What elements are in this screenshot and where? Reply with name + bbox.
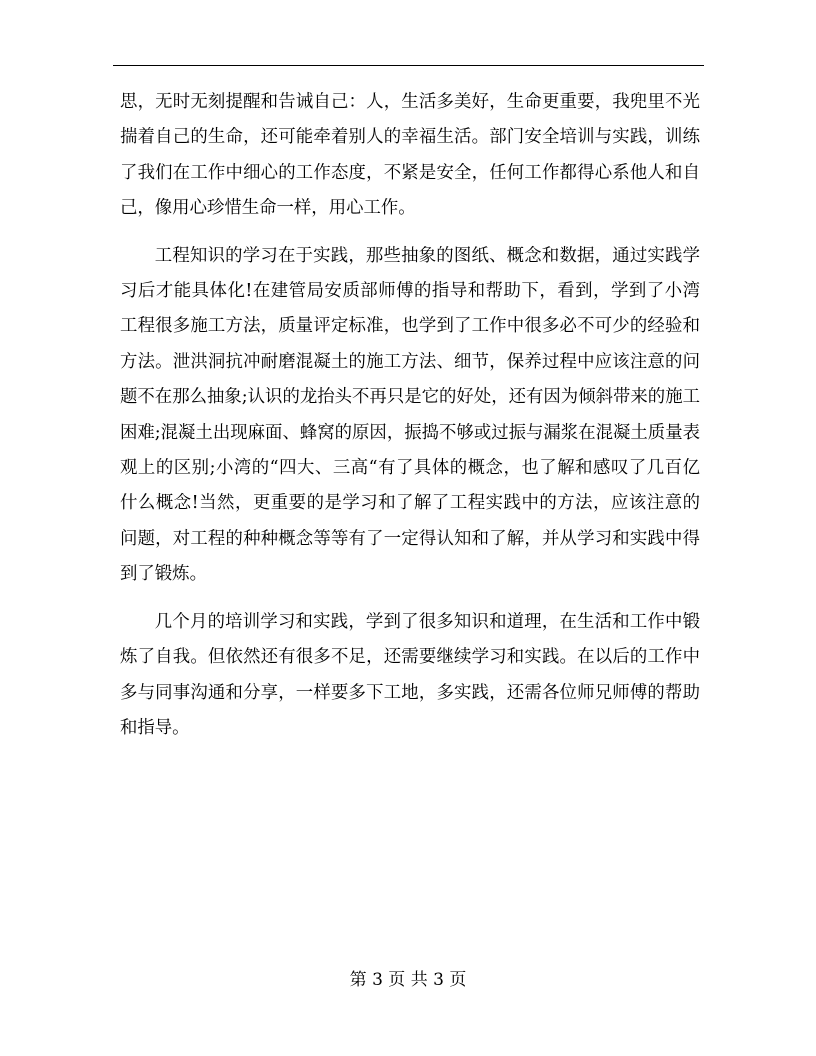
paragraph-continuation: 思，无时无刻提醒和告诫自己：人，生活多美好，生命更重要，我兜里不光揣着自己的生命，还可能牵着别人的幸福生活。部门安全培训与实践，训练了我们在工作中细心的工作态度，不紧是安全，任何工作都得心系他人和自己，像用心珍惜生命一样，用心工作。 xyxy=(120,92,700,219)
document-body xyxy=(120,85,700,746)
paragraph-engineering-practice: 工程知识的学习在于实践，那些抽象的图纸、概念和数据，通过实践学习后才能具体化!在建管局安质部师傅的指导和帮助下，看到，学到了小湾工程很多施工方法，质量评定标准，也学到了工作中很多必不可少的经验和方法。泄洪洞抗冲耐磨混凝土的施工方法、细节，保养过程中应该注意的问题不在那么抽象;认识的龙抬头不再只是它的好处，还有因为倾斜带来的施工困难;混凝土出现麻面、蜂窝的原因，振捣不够或过振与漏浆在混凝土质量表观上的区别;小湾的“四大、三高“有了具体的概念，也了解和感叹了几百亿什么概念!当然，更重要的是学习和了解了工程实践中的方法，应该注意的问题，对工程的种种概念等等有了一定得认知和了解，并从学习和实践中得到了锻炼。 xyxy=(120,245,700,585)
header-rule xyxy=(113,65,704,66)
page-number-footer: 第 3 页 共 3 页 xyxy=(349,970,467,990)
paragraph-summary: 几个月的培训学习和实践，学到了很多知识和道理，在生活和工作中锻炼了自我。但依然还有很多不足，还需要继续学习和实践。在以后的工作中多与同事沟通和分享，一样要多下工地，多实践，还需各位师兄师傅的帮助和指导。 xyxy=(120,611,700,738)
